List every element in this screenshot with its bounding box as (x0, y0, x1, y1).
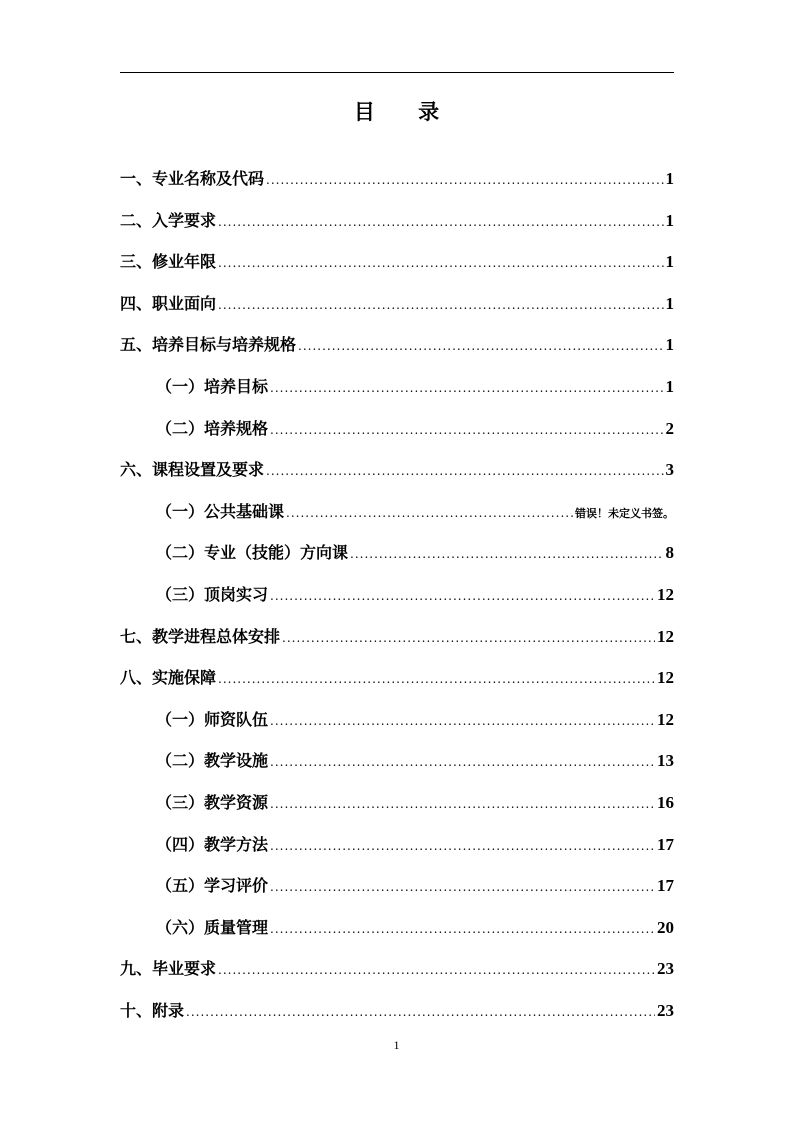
toc-entry-label: 六、课程设置及要求 (120, 460, 265, 480)
toc-dot-leader (186, 992, 655, 1034)
toc-entry-page: 1 (665, 169, 674, 188)
toc-entry-page: 1 (665, 376, 674, 396)
toc-entry-page: 13 (657, 751, 674, 771)
toc-entry-page: 1 (665, 335, 674, 355)
toc-entry-label: （三）顶岗实习 (156, 584, 269, 604)
toc-entry-label: （二）培养规格 (156, 418, 269, 438)
header-rule (120, 72, 674, 73)
toc-entry-8-6[interactable] (120, 907, 674, 949)
toc-dot-leader (270, 368, 663, 410)
toc-dot-leader (270, 826, 655, 868)
toc-entry-8[interactable] (120, 657, 674, 699)
toc-entry-label: （二）专业（技能）方向课 (156, 543, 349, 563)
toc-dot-leader (218, 285, 663, 327)
toc-dot-leader (270, 867, 655, 909)
toc-entry-8-2[interactable] (120, 740, 674, 782)
toc-entry-label: 七、教学进程总体安排 (120, 626, 281, 646)
toc-title: 目 录 (353, 99, 458, 124)
toc-dot-leader (350, 534, 663, 576)
toc-dot-leader (282, 618, 655, 660)
toc-entry-6-1[interactable] (120, 491, 674, 533)
toc-dot-leader (270, 742, 655, 784)
toc-entry-label: （一）培养目标 (156, 376, 269, 396)
toc-dot-leader (270, 701, 655, 743)
toc-entry-label: 八、实施保障 (120, 668, 217, 688)
toc-entry-3[interactable] (120, 241, 674, 283)
toc-entry-page: 1 (665, 210, 674, 230)
toc-entry-label: （一）公共基础课 (156, 501, 285, 521)
toc-entry-label: 三、修业年限 (120, 252, 217, 272)
toc-entry-label: 一、专业名称及代码 (120, 169, 265, 188)
toc-entry-page-error: 错误！未定义书签。 (575, 506, 674, 520)
toc-entry-5-1[interactable] (120, 366, 674, 408)
toc-entry-label: 十、附录 (120, 1000, 185, 1020)
toc-entry-label: 二、入学要求 (120, 210, 217, 230)
toc-entry-6[interactable] (120, 449, 674, 491)
toc-entry-10[interactable] (120, 990, 674, 1032)
toc-dot-leader (270, 909, 655, 951)
table-of-contents (120, 158, 674, 1031)
toc-dot-leader (266, 160, 663, 202)
toc-dot-leader (298, 326, 663, 368)
toc-dot-leader (270, 784, 655, 826)
toc-entry-8-5[interactable] (120, 865, 674, 907)
toc-entry-label: 九、毕业要求 (120, 959, 217, 979)
toc-entry-8-4[interactable] (120, 824, 674, 866)
toc-entry-6-3[interactable] (120, 574, 674, 616)
toc-dot-leader (218, 243, 663, 285)
toc-entry-page: 3 (665, 460, 674, 480)
toc-entry-page: 12 (657, 584, 674, 604)
toc-entry-label: （六）质量管理 (156, 917, 269, 937)
toc-entry-page: 8 (665, 543, 674, 563)
toc-entry-label: （五）学习评价 (156, 876, 269, 896)
toc-entry-page: 17 (657, 834, 674, 854)
toc-entry-page: 1 (665, 252, 674, 272)
toc-entry-label: （三）教学资源 (156, 792, 269, 812)
toc-entry-2[interactable] (120, 200, 674, 242)
toc-entry-5-2[interactable] (120, 408, 674, 450)
toc-dot-leader (286, 493, 573, 535)
toc-dot-leader (218, 950, 655, 992)
toc-entry-page: 2 (665, 418, 674, 438)
toc-entry-page: 1 (665, 293, 674, 313)
toc-entry-1[interactable] (120, 158, 674, 200)
toc-entry-page: 12 (657, 709, 674, 729)
toc-entry-page: 23 (657, 1000, 674, 1020)
toc-entry-label: （一）师资队伍 (156, 709, 269, 729)
toc-entry-label: 五、培养目标与培养规格 (120, 335, 297, 355)
toc-entry-page: 12 (657, 626, 674, 646)
toc-dot-leader (270, 410, 663, 452)
toc-entry-4[interactable] (120, 283, 674, 325)
toc-entry-8-3[interactable] (120, 782, 674, 824)
page-number: 1 (393, 1038, 400, 1052)
toc-entry-label: 四、职业面向 (120, 293, 217, 313)
toc-entry-5[interactable] (120, 324, 674, 366)
toc-dot-leader (266, 451, 663, 493)
toc-entry-page: 17 (657, 876, 674, 896)
toc-dot-leader (218, 659, 655, 701)
toc-entry-7[interactable] (120, 616, 674, 658)
toc-entry-page: 12 (657, 668, 674, 688)
toc-entry-page: 20 (657, 917, 674, 937)
toc-entry-page: 16 (657, 792, 674, 812)
toc-entry-page: 23 (657, 959, 674, 979)
toc-dot-leader (270, 576, 655, 618)
toc-entry-label: （四）教学方法 (156, 834, 269, 854)
toc-entry-9[interactable] (120, 948, 674, 990)
toc-entry-label: （二）教学设施 (156, 751, 269, 771)
toc-dot-leader (218, 202, 663, 244)
toc-entry-8-1[interactable] (120, 699, 674, 741)
toc-entry-6-2[interactable] (120, 532, 674, 574)
